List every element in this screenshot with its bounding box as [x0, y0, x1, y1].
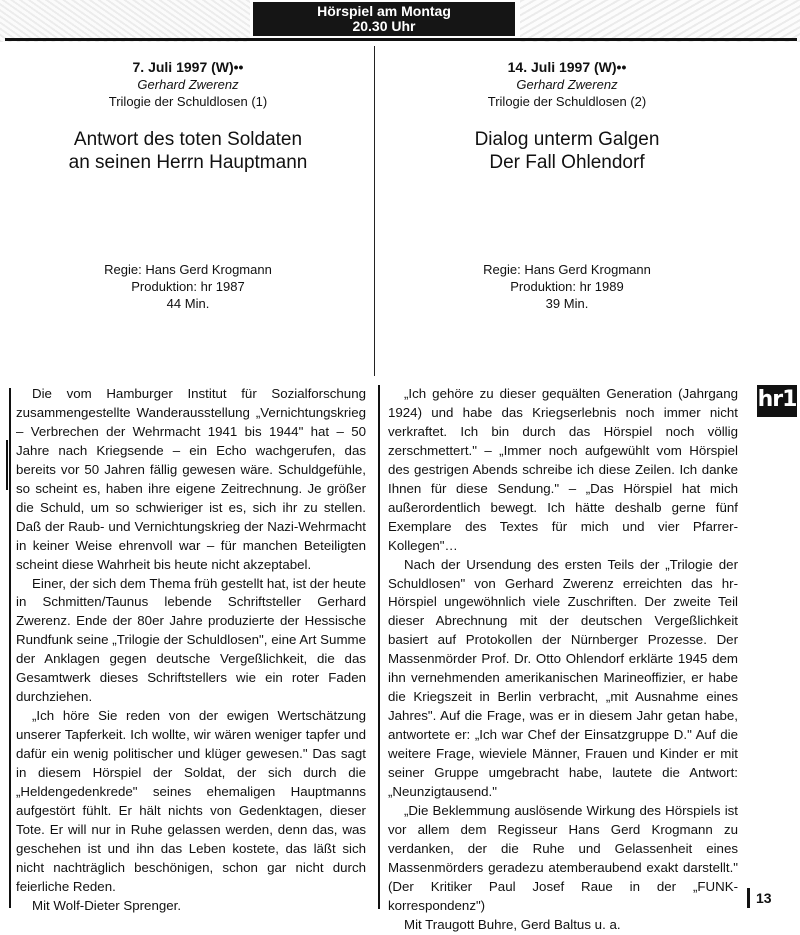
production-credit: Produktion: hr 1987 [131, 279, 245, 294]
column-divider [374, 46, 375, 376]
duration: 39 Min. [545, 296, 589, 311]
right-article-body [388, 385, 738, 935]
paragraph: Nach der Ursendung des ersten Teils der „Trilogie der Schuldlosen" von Gerhard Zwerenz erreichten das hr-Hörspiel ungewöhnlich viele Zuschriften. Der zweite Teil dieser Abrechnung mit der deutschen Vergeßlichkeit basiert auf Protokollen der Nürnberger Prozesse. Der Massenmörder Prof. Dr. Otto Ohlendorf erklärte 1945 dem ihn vernehmenden amerikanischen Marineoffizier, er habe die Kriegszeit in Berlin verbracht, „mit Ausnahme eines Jahres". Auf die Frage, was er in diesem Jahr getan habe, antwortete er: „Ich war Chef der Einsatzgruppe D." Auf die weitere Frage, wieviele Männer, Frauen und Kinder er mit seiner Gruppe umgebracht habe, lautete die Antwort: „Neunzigtausend." [388, 556, 738, 800]
direction-credit: Regie: Hans Gerd Krogmann [483, 262, 651, 277]
page-number: 13 [747, 888, 796, 908]
series-title: Trilogie der Schuldlosen (1) [108, 94, 268, 109]
print-texture-right [520, 0, 800, 42]
left-column-heading [8, 58, 368, 174]
cast-line: Mit Traugott Buhre, Gerd Baltus u. a. [404, 916, 621, 932]
paragraph: „Ich gehöre zu dieser gequälten Generation (Jahrgang 1924) und habe das Kriegserlebnis noch immer nicht verkraftet. Ich bin durch das Hörspiel noch völlig zerschmettert." – „Immer noch aufgewühlt vom Hörspiel des gestrigen Abends schreibe ich diese Zeilen. Ich danke Ihnen für diese Sendung." – „Das Hörspiel hat mich außerordentlich bewegt. Ich hätte deshalb gerne fünf Exemplare des Textes für mich und vier Pfarrer-Kollegen"… [388, 386, 738, 553]
paragraph: Die vom Hamburger Institut für Sozialforschung zusammengestellte Wanderausstellung „Vernichtungskrieg – Verbrechen der Wehrmacht 1941 bis 1944" hat – 50 Jahre nach Kriegsende – ein Echo wachgerufen, das bereits vor 50 Jahren fällig gewesen wäre. Schuldgefühle, so scheint es, haben ihre eigene Zeitrechnung. Je größer die Schuld, um so schwieriger ist es, sich ihr zu stellen. Daß der Raub- und Vernichtungskrieg der Nazi-Wehrmacht in keiner Weise ehrenvoll war – für manchen Beteiligten scheint diese Wahrheit bis heute nicht akzeptabel. [16, 386, 366, 572]
duration: 44 Min. [166, 296, 210, 311]
section-header [253, 2, 515, 36]
episode-title [387, 128, 747, 174]
print-texture-left [0, 0, 250, 42]
air-date: 7. Juli 1997 (W)•• [132, 59, 244, 75]
paragraph: „Die Beklemmung auslösende Wirkung des Hörspiels ist vor allem dem Regisseur Hans Gerd Krogmann zu verdanken, der die Ruhe und Gelassenheit eines Massenmörders geradezu atemberaubend exakt darstellt." (Der Kritiker Paul Josef Raue in der „FUNK-korrespondenz") [388, 802, 738, 913]
hr1-logo: hr1 [757, 385, 797, 417]
top-rule [5, 38, 797, 41]
section-header-time: 20.30 Uhr [352, 18, 416, 34]
author: Gerhard Zwerenz [516, 77, 618, 92]
episode-title-line: Antwort des toten Soldaten [73, 129, 303, 150]
margin-bar [9, 388, 11, 908]
direction-credit: Regie: Hans Gerd Krogmann [104, 262, 272, 277]
right-column-heading [387, 58, 747, 174]
episode-title-line: Dialog unterm Galgen [474, 129, 660, 150]
series-title: Trilogie der Schuldlosen (2) [487, 94, 647, 109]
air-date: 14. Juli 1997 (W)•• [507, 59, 627, 75]
paragraph: Einer, der sich dem Thema früh gestellt hat, ist der heute in Schmitten/Taunus lebende Schriftsteller Gerhard Zwerenz. Ende der 80er Jahre produzierte der Hessische Rundfunk seine „Trilogie der Schuldlosen", eine Art Summe der Anklagen gegen deutsche Vergeßlichkeit, die das Gesamtwerk dieses Schriftstellers wie ein roter Faden durchziehen. [16, 575, 366, 705]
left-article-body [16, 385, 366, 916]
margin-bar [6, 440, 8, 490]
author: Gerhard Zwerenz [137, 77, 239, 92]
production-credit: Produktion: hr 1989 [510, 279, 624, 294]
paragraph: „Ich höre Sie reden von der ewigen Wertschätzung unserer Tapferkeit. Ich wollte, wir wären weniger tapfer und dafür ein wenig politischer und klüger gewesen." Das sagt in diesem Hörspiel der Soldat, der sich durch die „Heldengedenkrede" seines ehemaligen Hauptmanns aufgestört fühlt. Er hält nichts von Gedenktagen, dieser Tote. Er will nur in Ruhe gelassen werden, denn das, was geschehen ist und ihn das Leben kostete, das läßt sich nicht nachträglich beschönigen, schon gar nicht durch feierliche Reden. [16, 708, 366, 894]
left-credits [8, 261, 368, 312]
right-credits [387, 261, 747, 312]
episode-title-line: an seinen Herrn Hauptmann [68, 152, 308, 173]
cast-line: Mit Wolf-Dieter Sprenger. [32, 897, 182, 913]
section-header-title: Hörspiel am Montag [317, 3, 451, 19]
episode-title-line: Der Fall Ohlendorf [489, 152, 645, 173]
episode-title [8, 128, 368, 174]
margin-bar [378, 385, 380, 909]
